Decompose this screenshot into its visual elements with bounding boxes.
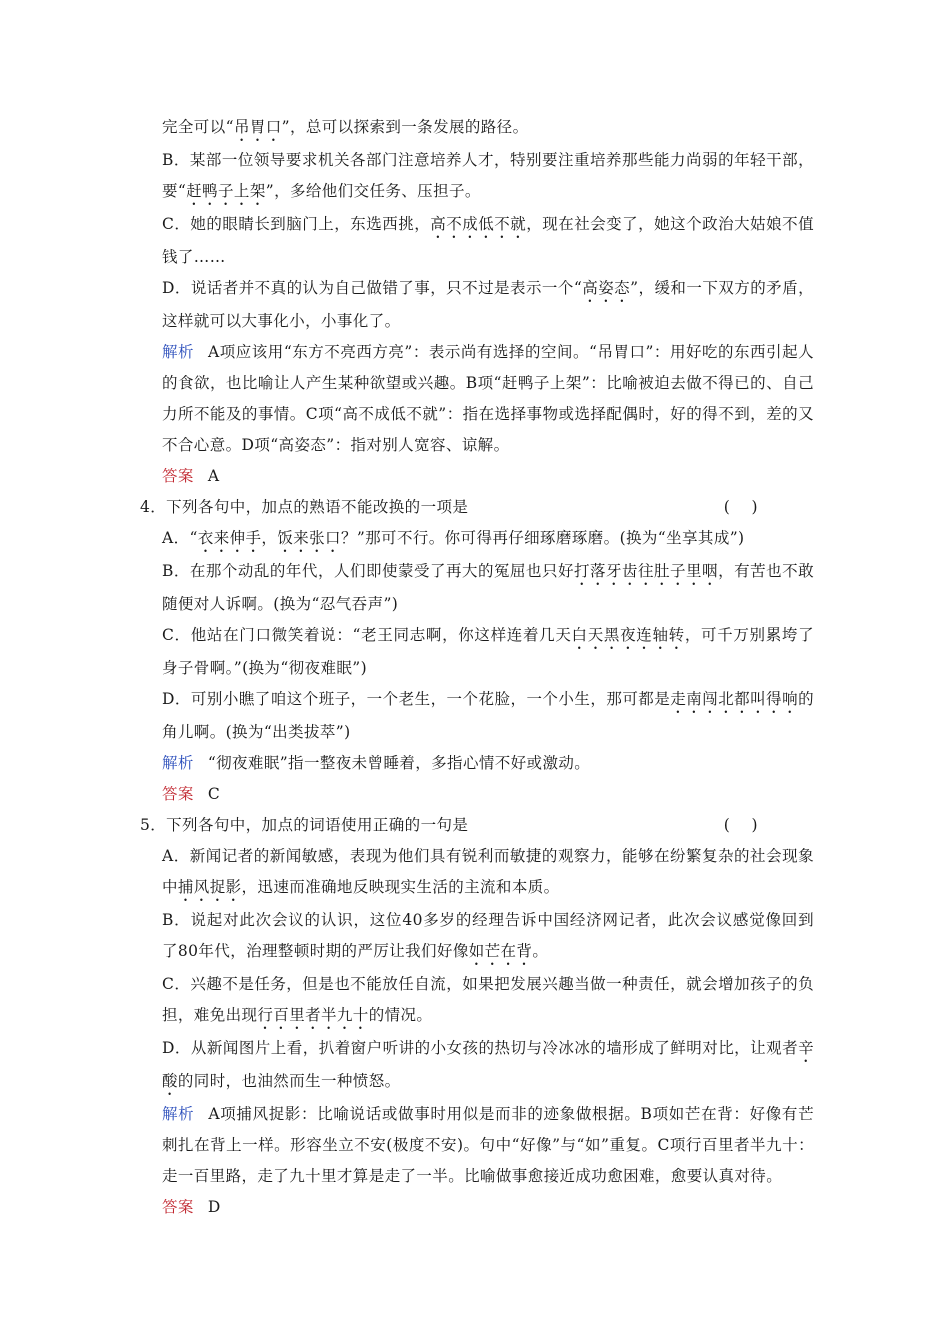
question-stem: 4．下列各句中，加点的熟语不能改换的一项是: [140, 498, 469, 516]
text: D．说话者并不真的认为自己做错了事，只不过是表示一个“: [162, 279, 583, 297]
text: 的角儿啊。(换为“出类拔萃”): [162, 690, 815, 741]
text: ”，缓和一下双方的矛盾，这样就可以大事化小，小事化了。: [162, 279, 814, 330]
text: ”，总可以探索到一条发展的路径。: [281, 118, 529, 136]
q4-answer: [162, 779, 814, 810]
q5-option-a: [162, 841, 814, 905]
dotted-phrase: 辛酸: [162, 1039, 814, 1090]
text: A．新闻记者的新闻敏感，表现为他们具有锐利而敏捷的观察力，能够在纷繁复杂的社会现象中: [162, 847, 814, 896]
answer-value: C: [207, 785, 221, 803]
dotted-phrase: 打落牙齿往肚子里咽: [574, 562, 719, 580]
answer-bracket: ( ): [723, 816, 758, 834]
q5-option-c: [162, 969, 814, 1033]
text: ，有苦也不敢随便对人诉啊。(换为“忍气吞声”): [162, 562, 814, 613]
text: B．在那个动乱的年代，人们即使蒙受了再大的冤屈也只好: [162, 562, 575, 580]
text: ？”那可不行。你可得再仔细琢磨琢磨。(换为“坐享其成”): [340, 529, 745, 547]
q4-analysis: [162, 748, 814, 779]
text: D．从新闻图片上看，扒着窗户听讲的小女孩的热切与冷冰冰的墙形成了鲜明对比，让观者: [162, 1039, 799, 1057]
text: 。: [532, 942, 549, 960]
answer-label: 答案: [162, 467, 194, 485]
text: ，可千万别累垮了身子骨啊。”(换为“彻夜难眠”): [162, 626, 814, 677]
dotted-phrase: 衣来伸手，饭来张口: [197, 529, 341, 547]
analysis-text: A项捕风捉影：比喻说话或做事时用似是而非的迹象做根据。B项如芒在背：好像有芒刺扎在背上一样。形容坐立不安(极度不安)。句中“好像”与“如”重复。C项行百里者半九十：走一百里路，走了九十里才算是走了一半。比喻做事愈接近成功愈困难，愈要认真对待。: [162, 1105, 814, 1185]
text: ”，多给他们交任务、压担子。: [265, 182, 481, 200]
text: B．说起对此次会议的认识，这位40多岁的经理告诉中国经济网记者，此次会议感觉像回到了80年代，治理整顿时期的严厉让我们好像: [162, 911, 814, 960]
dotted-phrase: 行百里者半九十: [257, 1006, 369, 1024]
q3-option-a-tail: [162, 112, 814, 145]
dotted-phrase: 吊胃口: [233, 118, 282, 136]
text: B．某部一位领导要求机关各部门注意培养人才，特别要注重培养那些能力尚弱的年轻干部，要“: [162, 151, 814, 200]
q5-stem: [140, 810, 814, 841]
analysis-text: A项应该用“东方不亮西方亮”：表示尚有选择的空间。“吊胃口”：用好吃的东西引起人的食欲，也比喻让人产生某种欲望或兴趣。B项“赶鸭子上架”：比喻被迫去做不得已的、自己力所不能及的事情。C项“高不成低不就”：指在选择事物或选择配偶时，好的得不到，差的又不合心意。D项“高姿态”：指对别人宽容、谅解。: [162, 343, 814, 454]
q5-analysis: [162, 1099, 814, 1192]
text: 完全可以“: [162, 118, 234, 136]
q5-answer: [162, 1192, 814, 1223]
q3-option-c: [162, 209, 814, 273]
q4-option-a: [162, 523, 814, 556]
q3-option-b: [162, 145, 814, 209]
document-body: [140, 112, 815, 1223]
q4-option-b: [162, 556, 814, 620]
q4-stem: [140, 492, 814, 523]
analysis-label: 解析: [162, 754, 194, 772]
q5-option-b: [162, 905, 814, 969]
text: C．他站在门口微笑着说：“老王同志啊，你这样连着几天: [162, 626, 572, 644]
text: D．可别小瞧了咱这个班子，一个老生，一个花脸，一个小生，那可都是: [162, 690, 671, 708]
q3-answer: [162, 461, 814, 492]
dotted-phrase: 如芒在背: [468, 942, 533, 960]
text: C．兴趣不是任务，但是也不能放任自流，如果把发展兴趣当做一种责任，就会增加孩子的负担，难免出现: [162, 975, 814, 1024]
analysis-label: 解析: [162, 1105, 195, 1123]
q4-option-c: [162, 620, 814, 684]
text: ，迅速而准确地反映现实生活的主流和本质。: [241, 878, 560, 896]
text: C．她的眼睛长到脑门上，东选西挑，: [162, 215, 431, 233]
answer-value: D: [207, 1198, 221, 1216]
analysis-text: “彻夜难眠”指一整夜未曾睡着，多指心情不好或激动。: [207, 754, 591, 772]
q4-option-d: [162, 684, 814, 748]
q3-option-d: [162, 273, 814, 337]
dotted-phrase: 白天黑夜连轴转: [571, 626, 685, 644]
dotted-phrase: 捕风捉影: [177, 878, 242, 896]
analysis-label: 解析: [162, 343, 195, 361]
question-stem: 5．下列各句中，加点的词语使用正确的一句是: [140, 816, 469, 834]
q5-option-d: [162, 1033, 814, 1099]
dotted-phrase: 高不成低不就: [430, 215, 527, 233]
text: A．“: [162, 529, 198, 547]
answer-label: 答案: [162, 1198, 194, 1216]
answer-label: 答案: [162, 785, 194, 803]
q3-analysis: [162, 337, 814, 461]
text: ，现在社会变了，她这个政治大姑娘不值钱了……: [162, 215, 815, 266]
dotted-phrase: 走南闯北都叫得响: [670, 690, 799, 708]
text: 的同时，也油然而生一种愤怒。: [177, 1072, 401, 1090]
answer-value: A: [207, 467, 220, 485]
text: 的情况。: [368, 1006, 433, 1024]
answer-bracket: ( ): [723, 498, 758, 516]
dotted-phrase: 赶鸭子上架: [186, 182, 266, 200]
dotted-phrase: 高姿态: [582, 279, 631, 297]
